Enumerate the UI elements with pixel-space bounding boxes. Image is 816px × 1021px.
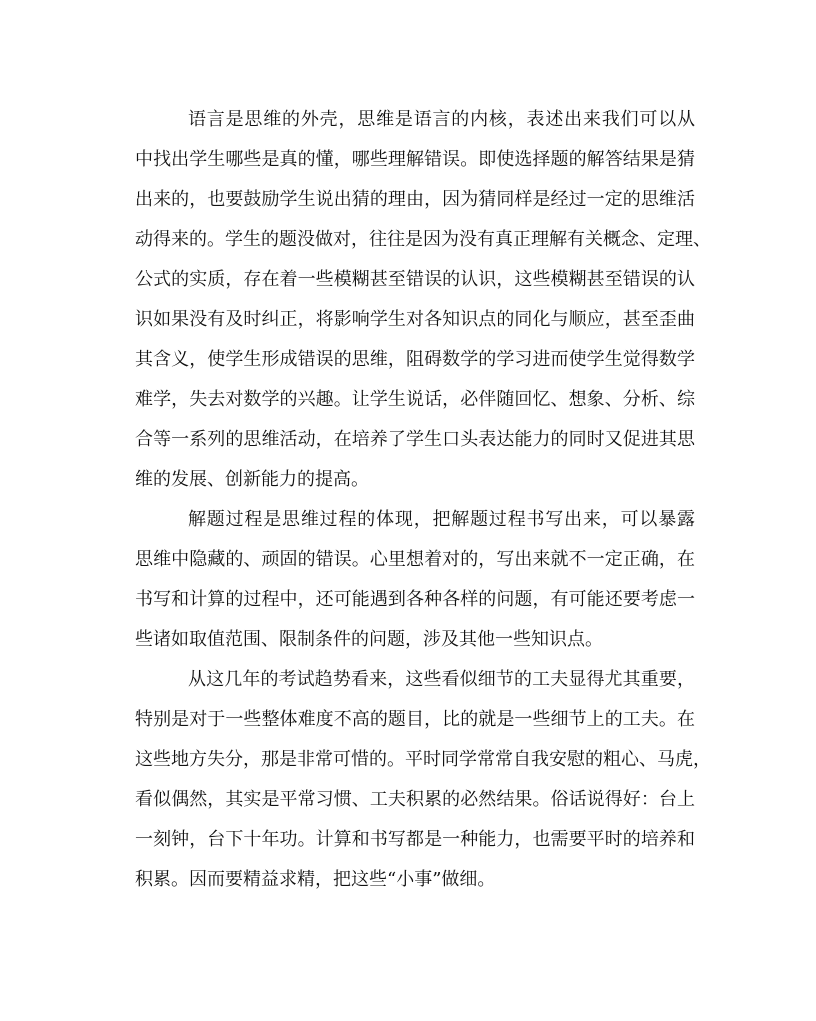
- text-line: 这些地方失分，那是非常可惜的。平时同学常常自我安慰的粗心、马虎，: [135, 749, 711, 770]
- text-line: 看似偶然，其实是平常习惯、工夫积累的必然结果。俗话说得好：台上: [135, 789, 695, 810]
- text-line: 一刻钟，台下十年功。计算和书写都是一种能力，也需要平时的培养和: [135, 829, 695, 850]
- text-line: 思维中隐藏的、顽固的错误。心里想着对的，写出来就不一定正确，在: [135, 549, 695, 570]
- text-line: 出来的，也要鼓励学生说出猜的理由，因为猜同样是经过一定的思维活: [135, 189, 695, 210]
- text-line: 难学，失去对数学的兴趣。让学生说话，必伴随回忆、想象、分析、综: [135, 389, 695, 410]
- paragraph-2: [135, 500, 695, 660]
- text-line: 些诸如取值范围、限制条件的问题，涉及其他一些知识点。: [135, 629, 603, 650]
- text-line: 积累。因而要精益求精，把这些“小事”做细。: [135, 869, 496, 890]
- text-line: 解题过程是思维过程的体现，把解题过程书写出来，可以暴露: [188, 509, 695, 530]
- text-line: 中找出学生哪些是真的懂，哪些理解错误。即使选择题的解答结果是猜: [135, 149, 695, 170]
- text-line: 书写和计算的过程中，还可能遇到各种各样的问题，有可能还要考虑一: [135, 589, 695, 610]
- text-line: 识如果没有及时纠正，将影响学生对各知识点的同化与顺应，甚至歪曲: [135, 309, 695, 330]
- paragraph-3: [135, 660, 711, 900]
- text-line: 维的发展、创新能力的提高。: [135, 469, 369, 490]
- text-line: 动得来的。学生的题没做对，往往是因为没有真正理解有关概念、定理、: [135, 229, 711, 250]
- text-line: 从这几年的考试趋势看来，这些看似细节的工夫显得尤其重要，: [188, 669, 695, 690]
- text-line: 特别是对于一些整体难度不高的题目，比的就是一些细节上的工夫。在: [135, 709, 695, 730]
- paragraph-1: [135, 100, 711, 500]
- text-line: 其含义，使学生形成错误的思维，阻碍数学的学习进而使学生觉得数学: [135, 349, 695, 370]
- text-line: 公式的实质，存在着一些模糊甚至错误的认识，这些模糊甚至错误的认: [135, 269, 695, 290]
- text-line: 语言是思维的外壳，思维是语言的内核，表述出来我们可以从: [188, 109, 695, 130]
- text-line: 合等一系列的思维活动，在培养了学生口头表达能力的同时又促进其思: [135, 429, 695, 450]
- document-body: [135, 100, 711, 900]
